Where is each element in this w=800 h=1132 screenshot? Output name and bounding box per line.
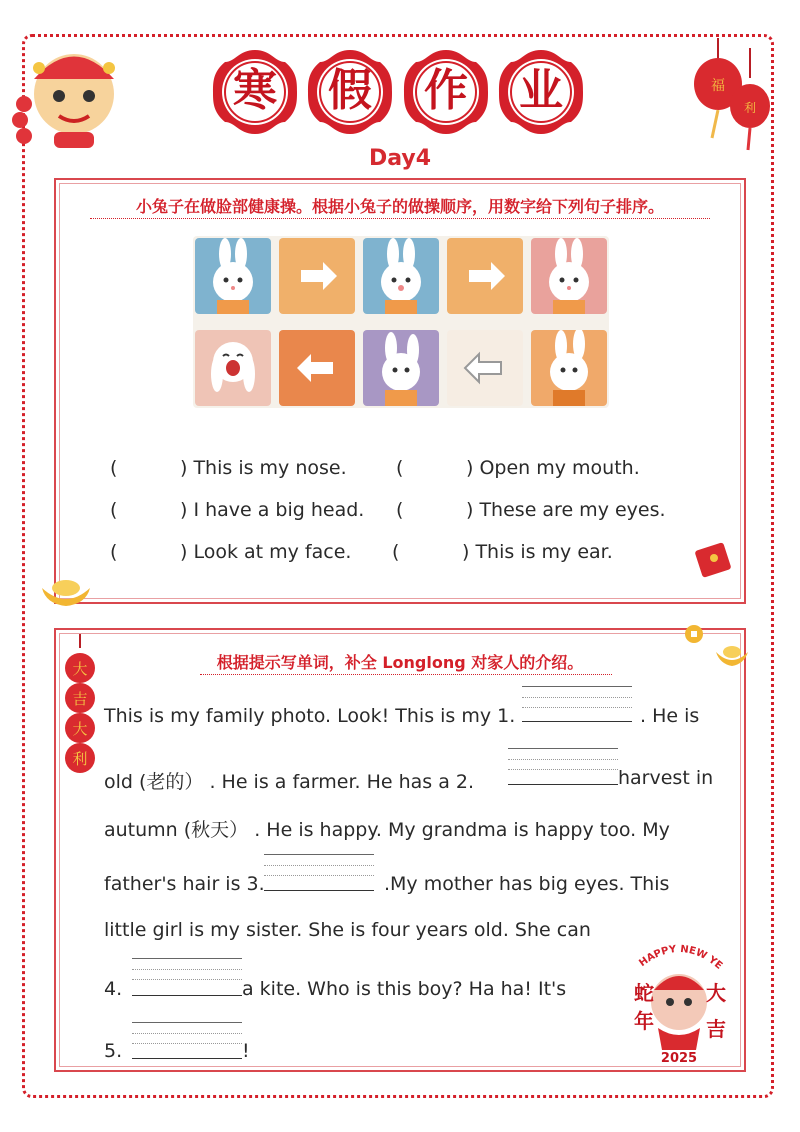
arrow-left-icon [279,330,355,406]
passage-text: autumn (秋天） . He is happy. My grandma is happy too. My [104,819,670,841]
exercise-picture-grid [193,236,609,408]
answer-blank-1[interactable] [522,721,632,722]
writing-guide-line [264,854,374,855]
instruction-underline [200,674,612,675]
passage-line [104,873,265,895]
passage-text: 4. [104,978,123,1000]
answer-paren-close: ) [180,457,194,479]
answer-paren-close: ) [462,541,476,563]
passage-line [104,978,122,1000]
writing-guide-line [132,1033,242,1034]
couplet-char: 吉 [72,690,88,708]
stamp-char: 年 [634,1009,654,1033]
passage-line [618,767,713,789]
answer-paren-close: ) [466,457,480,479]
arrow-left-icon [447,330,523,406]
answer-blank-5[interactable] [132,1058,242,1059]
passage-line [104,815,670,842]
sentence-item[interactable] [180,457,347,479]
sentence-text: This is my nose. [193,457,347,479]
passage-line [640,705,699,727]
sentence-item[interactable] [462,541,613,563]
passage-line [104,705,515,727]
answer-paren-close: ) [466,499,480,521]
writing-guide-line [132,969,242,970]
answer-paren-close: ) [180,499,194,521]
couplet-char: 大 [72,660,88,678]
writing-guide-line [132,1022,242,1023]
sentence-text: Look at my face. [193,541,352,563]
title-char: 作 [424,65,468,116]
passage-text: . He is [640,705,700,727]
writing-guide-line [508,769,618,770]
rabbit-tile [363,238,439,314]
writing-guide-line [132,958,242,959]
stamp-char: 蛇 [634,981,654,1005]
title-badge [402,48,490,136]
answer-paren-close: ) [180,541,194,563]
rabbit-tile [195,330,271,406]
sentence-text: This is my ear. [475,541,613,563]
sentence-text: Open my mouth. [479,457,640,479]
passage-text: .My mother has big eyes. This [384,873,670,895]
passage-line [242,978,566,1000]
section1-instruction: 小兔子在做脸部健康操。根据小兔子的做操顺序，用数字给下列句子排序。 [135,197,664,216]
sentence-item[interactable] [466,499,666,521]
title-char: 寒 [233,65,277,116]
title-badge [497,48,585,136]
snake-new-year-stamp [618,932,740,1066]
page-title [0,48,800,140]
sentence-text: I have a big head. [193,499,365,521]
answer-paren-open: ( [396,457,404,479]
day-label: Day4 [368,146,432,171]
writing-guide-line [522,707,632,708]
passage-line [104,767,474,794]
writing-guide-line [508,759,618,760]
writing-guide-line [508,748,618,749]
stamp-char: 大 [706,981,726,1005]
writing-guide-line [264,865,374,866]
writing-guide-line [132,979,242,980]
writing-guide-line [522,697,632,698]
rabbit-tile [531,238,607,314]
answer-blank-3[interactable] [264,890,374,891]
answer-paren-open: ( [110,457,118,479]
rabbit-tile [195,238,271,314]
instruction-underline [90,218,710,219]
arrow-right-icon [447,238,523,314]
passage-line [104,919,591,941]
passage-line [242,1040,250,1062]
answer-paren-open: ( [396,499,404,521]
couplet-char: 大 [72,720,88,738]
lantern-char: 福 [711,78,725,94]
couplet-decoration [62,634,98,784]
answer-paren-open: ( [392,541,400,563]
answer-paren-open: ( [110,541,118,563]
red-envelope-icon [694,540,736,580]
passage-text: This is my family photo. Look! This is my 1. [104,705,516,727]
lantern-char: 利 [743,101,757,115]
stamp-top-text: HAPPY NEW YE [637,943,725,972]
title-char: 假 [328,65,372,116]
writing-guide-line [522,686,632,687]
sentence-text: These are my eyes. [479,499,666,521]
writing-guide-line [132,1043,242,1044]
sentence-item[interactable] [180,499,364,521]
gold-ingot-icon [38,574,94,610]
stamp-year: 2025 [660,1051,698,1066]
passage-text: little girl is my sister. She is four years old. She can [104,919,591,941]
title-char: 业 [519,65,563,116]
answer-blank-4[interactable] [132,995,242,996]
passage-text: father's hair is 3. [104,873,265,895]
section2-instruction: 根据提示写单词，补全 Longlong 对家人的介绍。 [216,653,584,672]
title-badge [306,48,394,136]
passage-text: old (老的） . He is a farmer. He has a 2. [104,771,475,793]
answer-blank-2[interactable] [508,784,618,785]
passage-text: 5. [104,1040,123,1062]
couplet-char: 利 [72,750,88,768]
title-badge [211,48,299,136]
sentence-item[interactable] [180,541,351,563]
passage-text: ! [242,1040,250,1062]
sentence-item[interactable] [466,457,640,479]
passage-text: a kite. Who is this boy? Ha ha! It's [242,978,567,1000]
passage-line [104,1040,122,1062]
passage-text: harvest in [618,767,714,789]
stamp-char: 吉 [706,1017,726,1041]
svg-text:HAPPY NEW YEAR [618,932,724,972]
answer-paren-open: ( [110,499,118,521]
passage-line [384,873,669,895]
rabbit-tile [363,330,439,406]
arrow-right-icon [279,238,355,314]
gold-coins-icon [680,622,750,670]
writing-guide-line [264,875,374,876]
rabbit-tile [531,330,607,406]
